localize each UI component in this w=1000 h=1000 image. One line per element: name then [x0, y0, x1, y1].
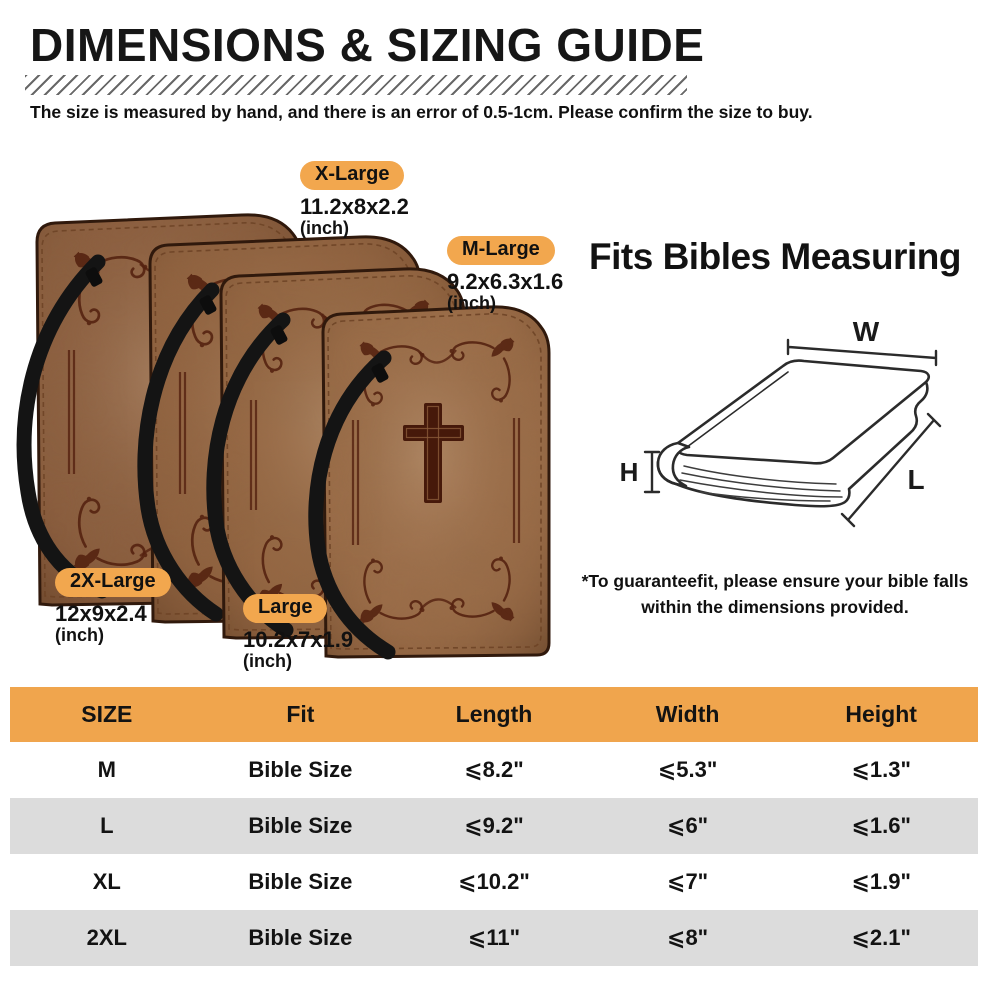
table-row-m — [10, 742, 978, 798]
guarantee-note — [575, 568, 975, 620]
large-dimensions: 10.2x7x1.9 — [243, 627, 354, 652]
m-large-pill: M-Large — [447, 236, 555, 265]
2x-large-pill: 2X-Large — [55, 568, 171, 597]
table-row-xl — [10, 854, 978, 910]
cell-height: ⩽1.9" — [851, 869, 911, 894]
page-title: DIMENSIONS & SIZING GUIDE — [30, 19, 705, 71]
cell-size: XL — [92, 869, 121, 894]
header-length: Length — [455, 701, 533, 727]
cell-size: L — [100, 813, 114, 838]
x-large-pill: X-Large — [300, 161, 404, 190]
header-height: Height — [845, 701, 917, 727]
cell-width: ⩽7" — [667, 869, 709, 894]
size-table — [10, 687, 978, 966]
cell-height: ⩽1.6" — [851, 813, 911, 838]
label-large — [243, 594, 353, 672]
size-table-header-row — [10, 687, 978, 742]
measurement-disclaimer: The size is measured by hand, and there is an error of 0.5-1cm. Please confirm the size to buy. — [30, 102, 813, 122]
x-large-unit: (inch) — [300, 218, 349, 238]
cell-width: ⩽8" — [667, 925, 709, 950]
hatch-divider — [25, 75, 687, 95]
fit-section-heading: Fits Bibles Measuring — [589, 236, 961, 277]
cell-height: ⩽2.1" — [851, 925, 911, 950]
label-x-large — [300, 161, 409, 239]
m-large-unit: (inch) — [447, 293, 496, 313]
cell-length: ⩽8.2" — [464, 757, 524, 782]
guarantee-note-line1: *To guaranteefit, please ensure your bible falls — [581, 571, 969, 591]
table-row-l — [10, 798, 978, 854]
2x-large-dimensions: 12x9x2.4 — [55, 601, 147, 626]
2x-large-unit: (inch) — [55, 625, 104, 645]
header-fit: Fit — [286, 701, 315, 727]
cell-size: M — [97, 757, 116, 782]
label-2x-large — [55, 568, 171, 646]
height-dimension-label: H — [619, 457, 639, 487]
large-unit: (inch) — [243, 651, 292, 671]
cell-length: ⩽10.2" — [458, 869, 530, 894]
cell-height: ⩽1.3" — [851, 757, 911, 782]
cell-size: 2XL — [86, 925, 127, 950]
cell-fit: Bible Size — [248, 813, 353, 838]
cell-width: ⩽6" — [667, 813, 709, 838]
cell-fit: Bible Size — [248, 869, 353, 894]
m-large-dimensions: 9.2x6.3x1.6 — [447, 269, 564, 294]
cell-length: ⩽9.2" — [464, 813, 524, 838]
cell-length: ⩽11" — [467, 925, 521, 950]
header-size: SIZE — [81, 701, 133, 727]
cell-fit: Bible Size — [248, 757, 353, 782]
header-width: Width — [655, 701, 720, 727]
width-dimension-label: W — [852, 316, 880, 347]
x-large-dimensions: 11.2x8x2.2 — [300, 194, 409, 219]
length-dimension-label: L — [907, 464, 925, 495]
large-pill: Large — [243, 594, 327, 623]
label-m-large — [447, 236, 563, 314]
cell-width: ⩽5.3" — [657, 757, 718, 782]
book-measurement-diagram — [595, 312, 990, 560]
table-row-2xl — [10, 910, 978, 966]
cell-fit: Bible Size — [248, 925, 353, 950]
guarantee-note-line2: within the dimensions provided. — [641, 597, 909, 617]
